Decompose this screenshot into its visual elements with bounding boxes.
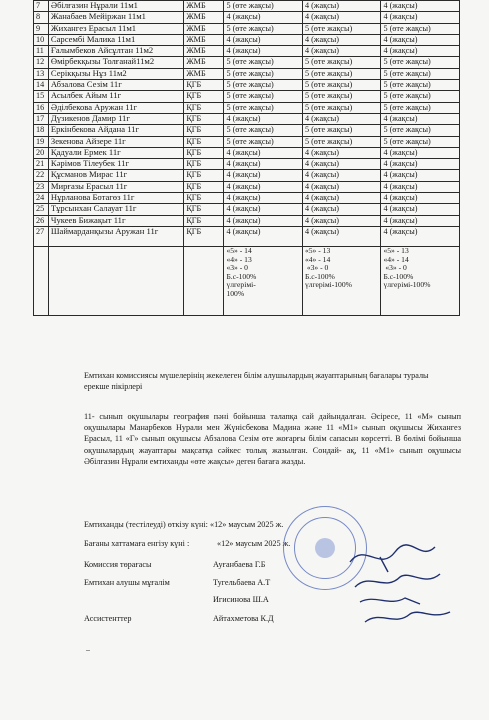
table-row	[34, 12, 460, 23]
signature-teacher-2	[360, 598, 420, 604]
exam-type: ҚГБ	[184, 170, 224, 181]
grade-3: 5 (өте жақсы)	[381, 125, 460, 136]
grade-1: 4 (жақсы)	[224, 147, 303, 158]
exam-type: ҚГБ	[184, 181, 224, 192]
grade-3: 4 (жақсы)	[381, 1, 460, 12]
grade-2: 4 (жақсы)	[302, 1, 381, 12]
row-number: 23	[34, 181, 49, 192]
grade-2: 4 (жақсы)	[302, 34, 381, 45]
grade-2: 4 (жақсы)	[302, 170, 381, 181]
grades-table-body	[34, 1, 460, 316]
exam-type: ЖМБ	[184, 12, 224, 23]
exam-type: ҚГБ	[184, 113, 224, 124]
table-row	[34, 1, 460, 12]
student-name: Зекенова Айзере 11г	[48, 136, 183, 147]
grade-2: 5 (өте жақсы)	[302, 68, 381, 79]
table-row	[34, 68, 460, 79]
exam-type: ҚГБ	[184, 102, 224, 113]
row-number: 20	[34, 147, 49, 158]
row-number: 11	[34, 46, 49, 57]
grade-1: 5 (өте жақсы)	[224, 125, 303, 136]
table-row	[34, 125, 460, 136]
student-name: Чукеев Бижақыт 11г	[48, 215, 183, 226]
grade-3: 4 (жақсы)	[381, 215, 460, 226]
grade-1: 5 (өте жақсы)	[224, 136, 303, 147]
grade-3: 4 (жақсы)	[381, 46, 460, 57]
student-name: Жанабаев Мейіржан 11м1	[48, 12, 183, 23]
protocol-date-value: «12» маусым 2025 ж.	[217, 539, 291, 548]
table-row	[34, 159, 460, 170]
student-name: Қадуали Ермек 11г	[48, 147, 183, 158]
summary-text: «5» - 13 «4» - 14 «3» - 0 Б.с-100% үлгерімі-100%	[304, 246, 352, 290]
grade-3: 4 (жақсы)	[381, 159, 460, 170]
table-row	[34, 204, 460, 215]
grade-2: 4 (жақсы)	[302, 204, 381, 215]
grade-2: 5 (өте жақсы)	[302, 136, 381, 147]
grade-3: 5 (өте жақсы)	[381, 23, 460, 34]
grade-3: 5 (өте жақсы)	[381, 80, 460, 91]
student-name: Шаймарданқызы Аружан 11г	[48, 226, 183, 246]
row-number: 26	[34, 215, 49, 226]
exam-type: ҚГБ	[184, 159, 224, 170]
student-name: Дүзикенов Дамир 11г	[48, 113, 183, 124]
summary-text: «5» - 13 «4» - 14 «3» - 0 Б.с-100% үлгерімі-100%	[383, 246, 431, 290]
signature-chair	[350, 545, 435, 572]
teacher-label: Емтихан алушы мұғалім	[84, 578, 170, 587]
grade-1: 4 (жақсы)	[224, 226, 303, 246]
summary-row	[34, 246, 460, 315]
grade-1: 4 (жақсы)	[224, 34, 303, 45]
exam-type: ЖМБ	[184, 34, 224, 45]
grade-2: 4 (жақсы)	[302, 46, 381, 57]
grade-2: 4 (жақсы)	[302, 181, 381, 192]
exam-type: ЖМБ	[184, 23, 224, 34]
grade-2: 4 (жақсы)	[302, 193, 381, 204]
exam-type: ЖМБ	[184, 46, 224, 57]
teacher-name-2: Игисинова Ш.А	[213, 595, 269, 604]
grade-3: 5 (өте жақсы)	[381, 68, 460, 79]
grade-1: 5 (өте жақсы)	[224, 91, 303, 102]
grade-3: 4 (жақсы)	[381, 12, 460, 23]
exam-type: ЖМБ	[184, 57, 224, 68]
grade-2: 5 (өте жақсы)	[302, 80, 381, 91]
table-row	[34, 23, 460, 34]
assistant-name: Айтахметова К.Д	[213, 614, 274, 623]
grade-2: 5 (өте жақсы)	[302, 102, 381, 113]
grade-1: 4 (жақсы)	[224, 215, 303, 226]
summary-cell-3	[381, 246, 460, 315]
grade-2: 5 (өте жақсы)	[302, 91, 381, 102]
signature-assistant	[365, 612, 450, 622]
student-name: Мирғазы Ерасыл 11г	[48, 181, 183, 192]
remarks-heading: Емтихан комиссиясы мүшелерінің жекелеген білім алушылардың жауаптарының бағалары туралы ерекше пікірлері	[84, 371, 429, 392]
table-row	[34, 80, 460, 91]
grade-1: 4 (жақсы)	[224, 159, 303, 170]
grade-2: 4 (жақсы)	[302, 226, 381, 246]
exam-type: ҚГБ	[184, 204, 224, 215]
row-number: 10	[34, 34, 49, 45]
empty-cell	[184, 246, 224, 315]
grade-1: 5 (өте жақсы)	[224, 102, 303, 113]
mark-dot	[86, 650, 90, 651]
grade-3: 4 (жақсы)	[381, 181, 460, 192]
table-row	[34, 34, 460, 45]
row-number: 24	[34, 193, 49, 204]
remarks-paragraph: 11- сынып оқушылары география пәні бойынша талапқа сай дайындалған. Әсіресе, 11 «М» сынып оқушылары Манарбеков Нурали мен Жүнісбекова Мадина және 11 «М1» сынып оқушысы Жихангез Ерасыл, 11 «Г» сынып оқушысы Абзалова Сезім өте жоғарғы білім сапасын көрсетті. В бөлімі бойынша оқушылардың жауаптары мақсатқа сәйкес толық жазылған. Сондай- ақ, 11 «М1» сынып оқушысы Әбілғазин Нұрали емтиханды «өте жақсы» деген бағаға жазды.	[84, 412, 461, 466]
grade-1: 4 (жақсы)	[224, 46, 303, 57]
row-number: 22	[34, 170, 49, 181]
teacher-name: Тугельбаева А.Т	[213, 578, 271, 587]
student-name: Нұрланова Ботагөз 11г	[48, 193, 183, 204]
exam-type: ҚГБ	[184, 91, 224, 102]
student-name: Өмірбекқызы Толғанай11м2	[48, 57, 183, 68]
exam-type: ҚГБ	[184, 136, 224, 147]
student-name: Әбілғазин Нұрали 11м1	[48, 1, 183, 12]
protocol-date-label: Бағаны хаттамаға енгізу күні :	[84, 539, 190, 548]
table-row	[34, 147, 460, 158]
student-name: Еркінбекова Айдана 11г	[48, 125, 183, 136]
grade-2: 4 (жақсы)	[302, 147, 381, 158]
student-name: Абзалова Сезім 11г	[48, 80, 183, 91]
student-name: Серікқызы Нұз 11м2	[48, 68, 183, 79]
row-number: 14	[34, 80, 49, 91]
chair-label: Комиссия төрағасы	[84, 560, 152, 569]
signature-teacher	[355, 574, 440, 587]
grade-1: 4 (жақсы)	[224, 170, 303, 181]
summary-text: «5» - 14 «4» - 13 «3» - 0 Б.с-100% үлгерімі- 100%	[226, 246, 257, 298]
grade-2: 4 (жақсы)	[302, 113, 381, 124]
row-number: 15	[34, 91, 49, 102]
grade-1: 5 (өте жақсы)	[224, 57, 303, 68]
grade-3: 4 (жақсы)	[381, 170, 460, 181]
grade-2: 5 (өте жақсы)	[302, 23, 381, 34]
table-row	[34, 215, 460, 226]
empty-cell	[34, 246, 49, 315]
grade-1: 5 (өте жақсы)	[224, 68, 303, 79]
grade-3: 4 (жақсы)	[381, 193, 460, 204]
grade-2: 5 (өте жақсы)	[302, 57, 381, 68]
row-number: 17	[34, 113, 49, 124]
student-name: Жихангез Ерасыл 11м1	[48, 23, 183, 34]
grade-2: 4 (жақсы)	[302, 159, 381, 170]
table-row	[34, 193, 460, 204]
stamp-emblem	[315, 538, 335, 558]
exam-type: ҚГБ	[184, 80, 224, 91]
exam-type: ЖМБ	[184, 68, 224, 79]
assistants-label: Ассистенттер	[84, 614, 132, 623]
table-row	[34, 226, 460, 246]
table-row	[34, 170, 460, 181]
empty-cell	[48, 246, 183, 315]
grades-table	[33, 0, 460, 316]
grade-1: 4 (жақсы)	[224, 181, 303, 192]
row-number: 12	[34, 57, 49, 68]
table-row	[34, 91, 460, 102]
summary-cell-2	[302, 246, 381, 315]
exam-type: ҚГБ	[184, 193, 224, 204]
grade-1: 5 (өте жақсы)	[224, 1, 303, 12]
student-name: Кәрімов Тілеубек 11г	[48, 159, 183, 170]
grade-3: 5 (өте жақсы)	[381, 57, 460, 68]
exam-type: ҚГБ	[184, 215, 224, 226]
student-name: Әділбекова Аружан 11г	[48, 102, 183, 113]
exam-type: ҚГБ	[184, 226, 224, 246]
grade-3: 4 (жақсы)	[381, 226, 460, 246]
row-number: 25	[34, 204, 49, 215]
table-row	[34, 57, 460, 68]
grade-1: 5 (өте жақсы)	[224, 23, 303, 34]
student-name: Тұрсынхан Салауат 11г	[48, 204, 183, 215]
student-name: Асылбек Айым 11г	[48, 91, 183, 102]
table-row	[34, 113, 460, 124]
grade-2: 4 (жақсы)	[302, 12, 381, 23]
chair-name: Ауғанбаева Г.Б	[213, 560, 266, 569]
grade-2: 5 (өте жақсы)	[302, 125, 381, 136]
row-number: 27	[34, 226, 49, 246]
table-row	[34, 136, 460, 147]
grade-1: 4 (жақсы)	[224, 204, 303, 215]
grade-3: 5 (өте жақсы)	[381, 102, 460, 113]
grade-3: 4 (жақсы)	[381, 204, 460, 215]
table-row	[34, 181, 460, 192]
exam-type: ҚГБ	[184, 125, 224, 136]
student-name: Сарсембі Малика 11м1	[48, 34, 183, 45]
table-row	[34, 46, 460, 57]
grade-3: 4 (жақсы)	[381, 34, 460, 45]
row-number: 9	[34, 23, 49, 34]
grade-3: 5 (өте жақсы)	[381, 136, 460, 147]
row-number: 19	[34, 136, 49, 147]
row-number: 8	[34, 12, 49, 23]
row-number: 21	[34, 159, 49, 170]
grade-2: 4 (жақсы)	[302, 215, 381, 226]
grade-1: 4 (жақсы)	[224, 12, 303, 23]
grade-1: 4 (жақсы)	[224, 113, 303, 124]
student-name: Құсманов Мирас 11г	[48, 170, 183, 181]
exam-type: ҚГБ	[184, 147, 224, 158]
grade-3: 4 (жақсы)	[381, 113, 460, 124]
summary-cell-1	[224, 246, 303, 315]
row-number: 13	[34, 68, 49, 79]
signatures	[340, 532, 470, 632]
grade-3: 5 (өте жақсы)	[381, 91, 460, 102]
table-row	[34, 102, 460, 113]
exam-type: ЖМБ	[184, 1, 224, 12]
row-number: 7	[34, 1, 49, 12]
grade-1: 4 (жақсы)	[224, 193, 303, 204]
grade-1: 5 (өте жақсы)	[224, 80, 303, 91]
exam-date-line: Емтиханды (тестілеуді) өткізу күні: «12» маусым 2025 ж.	[84, 520, 284, 529]
row-number: 16	[34, 102, 49, 113]
row-number: 18	[34, 125, 49, 136]
student-name: Ғалымбеков Айсұлтан 11м2	[48, 46, 183, 57]
grade-3: 4 (жақсы)	[381, 147, 460, 158]
